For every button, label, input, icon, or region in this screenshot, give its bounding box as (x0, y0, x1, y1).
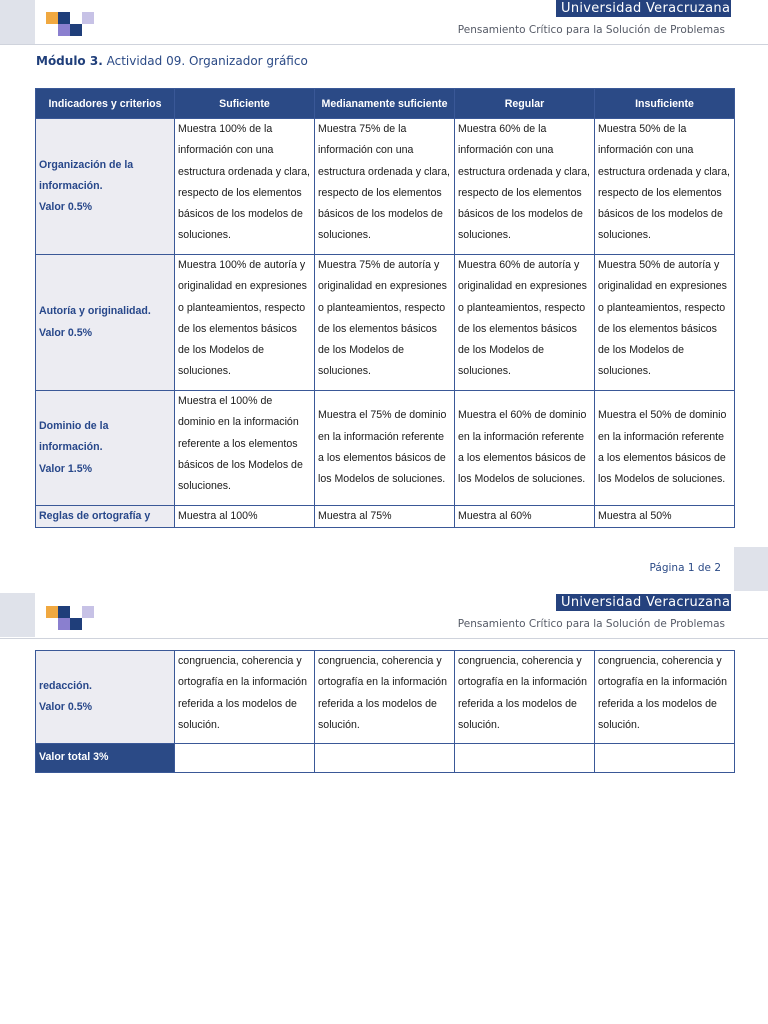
university-badge: Universidad Veracruzana (556, 0, 731, 17)
table-cell: Muestra 50% de la información con una estructura ordenada y clara, respecto de los elementos básicos de los modelos de soluciones. (595, 119, 735, 255)
table-header-row (36, 89, 735, 119)
university-badge: Universidad Veracruzana (556, 594, 731, 611)
table-cell: congruencia, coherencia y ortografía en la información referida a los modelos de solución. (175, 651, 315, 744)
table-cell: Muestra 75% de autoría y originalidad en expresiones o planteamientos, respecto de los elementos básicos de los Modelos de soluciones. (315, 255, 455, 391)
column-header: Insuficiente (595, 89, 735, 119)
table-row (36, 119, 735, 255)
criterion-line: Organización de la (39, 158, 134, 171)
header-divider (0, 638, 768, 639)
criterion-line: Valor 0.5% (39, 201, 92, 214)
table-cell: Muestra al 50% (595, 506, 735, 528)
criterion-cell (36, 506, 175, 528)
table-cell: Muestra el 60% de dominio en la información referente a los elementos básicos de los Modelos de soluciones. (455, 391, 595, 506)
criterion-line: información. (39, 441, 103, 454)
corner-block-left-top-2 (0, 593, 35, 637)
uv-logo-icon (46, 606, 98, 634)
table-cell: Muestra el 75% de dominio en la información referente a los elementos básicos de los Modelos de soluciones. (315, 391, 455, 506)
activity-title: Actividad 09. Organizador gráfico (106, 54, 308, 68)
criterion-line: Reglas de ortografía y (39, 510, 151, 522)
uv-logo-icon (46, 12, 98, 40)
module-label: Módulo 3. (36, 54, 103, 68)
criterion-line: redacción. (39, 679, 92, 692)
criterion-cell (36, 391, 175, 506)
rubric-table (35, 88, 735, 528)
table-cell: Muestra al 75% (315, 506, 455, 528)
table-cell: Muestra 60% de la información con una estructura ordenada y clara, respecto de los elementos básicos de los modelos de soluciones. (455, 119, 595, 255)
criterion-cell (36, 651, 175, 744)
total-cell: Valor total 3% (36, 744, 175, 773)
table-cell: Muestra 100% de la información con una estructura ordenada y clara, respecto de los elementos básicos de los modelos de soluciones. (175, 119, 315, 255)
table-cell (455, 744, 595, 773)
table-cell: Muestra al 100% (175, 506, 315, 528)
table-cell: congruencia, coherencia y ortografía en la información referida a los modelos de solución. (595, 651, 735, 744)
criterion-line: Valor 1.5% (39, 462, 92, 475)
table-cell: congruencia, coherencia y ortografía en la información referida a los modelos de solución. (455, 651, 595, 744)
page-number: Página 1 de 2 (649, 562, 721, 574)
table-cell: Muestra 60% de autoría y originalidad en expresiones o planteamientos, respecto de los elementos básicos de los Modelos de soluciones. (455, 255, 595, 391)
criterion-line: Valor 0.5% (39, 326, 92, 339)
table-cell: congruencia, coherencia y ortografía en la información referida a los modelos de solución. (315, 651, 455, 744)
table-cell (315, 744, 455, 773)
table-row (36, 391, 735, 506)
module-title (36, 54, 308, 68)
column-header: Medianamente suficiente (315, 89, 455, 119)
table-cell (595, 744, 735, 773)
course-title: Pensamiento Crítico para la Solución de Problemas (457, 618, 725, 630)
table-row (36, 651, 735, 744)
table-row (36, 255, 735, 391)
header-divider (0, 44, 768, 45)
table-cell: Muestra 100% de autoría y originalidad en expresiones o planteamientos, respecto de los elementos básicos de los Modelos de soluciones. (175, 255, 315, 391)
column-header: Suficiente (175, 89, 315, 119)
table-row (36, 744, 735, 773)
criterion-line: Autoría y originalidad. (39, 305, 151, 318)
criterion-cell (36, 119, 175, 255)
corner-block-right (734, 547, 768, 591)
criterion-line: Valor 0.5% (39, 701, 92, 713)
table-cell: Muestra 75% de la información con una estructura ordenada y clara, respecto de los elementos básicos de los modelos de soluciones. (315, 119, 455, 255)
criterion-cell (36, 255, 175, 391)
corner-block-left-top (0, 0, 35, 44)
column-header: Indicadores y criterios (36, 89, 175, 119)
table-cell: Muestra 50% de autoría y originalidad en expresiones o planteamientos, respecto de los elementos básicos de los Modelos de soluciones. (595, 255, 735, 391)
table-row (36, 506, 735, 528)
table-cell: Muestra el 50% de dominio en la información referente a los elementos básicos de los Modelos de soluciones. (595, 391, 735, 506)
criterion-line: Dominio de la (39, 420, 109, 433)
table-cell (175, 744, 315, 773)
table-cell: Muestra el 100% de dominio en la información referente a los elementos básicos de los Modelos de soluciones. (175, 391, 315, 506)
course-title: Pensamiento Crítico para la Solución de Problemas (457, 24, 725, 36)
rubric-table-continued (35, 650, 735, 773)
criterion-line: información. (39, 179, 103, 192)
column-header: Regular (455, 89, 595, 119)
table-cell: Muestra al 60% (455, 506, 595, 528)
